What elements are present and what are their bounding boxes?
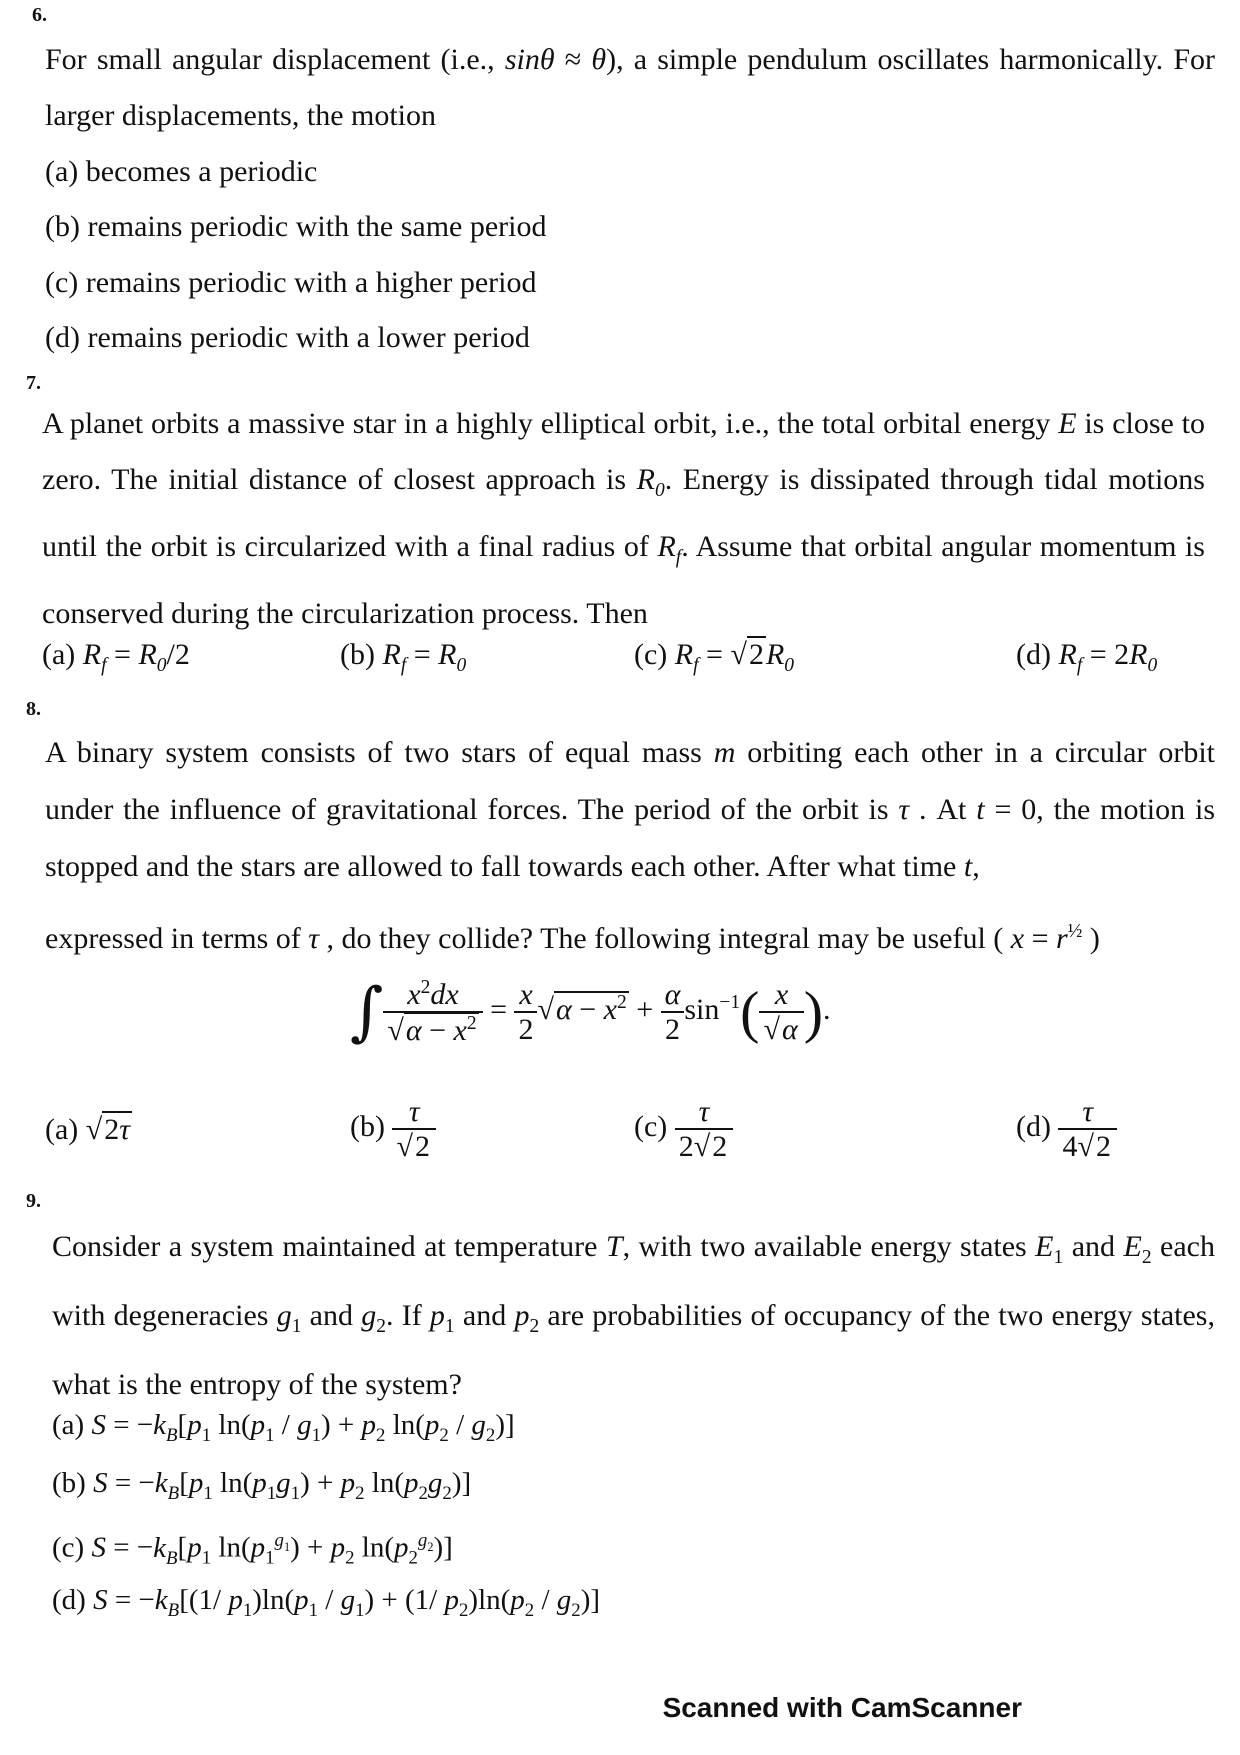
question-8-option-d: (d) $\frac{\tau}{4√2}$ bbox=[1016, 1095, 1117, 1163]
question-8-stem-end: expressed in terms of τ , do they collide? The following integral may be useful ( $x = r^{\frac{1}{2}}$ ) bbox=[45, 921, 1100, 955]
question-9-option-c: (c) $S = -k_B[p_1$ $\ln(p_1^{g_1}) + p_2$ $\ln(p_2^{g_2})$] bbox=[52, 1530, 453, 1569]
question-7-option-b: (b) $R_f = R_0$ bbox=[340, 638, 467, 676]
question-7-stem: A planet orbits a massive star in a highly elliptical orbit, i.e., the total orbital energy E is close to zero. The initial distance of closest approach is $R_0$. Energy is dissipated through tidal motions until the orbit is circularized with a final radius of $R_f$. Assume that orbital angular momentum is conserved during the circularization process. Then bbox=[42, 407, 1205, 630]
question-9-number: 9. bbox=[26, 1190, 41, 1212]
question-9-stem: Consider a system maintained at temperature T, with two available energy states $E_1$ and $E_2$ each with degeneracies $g_1$ and $g_2$. If $p_1$ and $p_2$ are probabilities of occupancy of the two energy states, what is the entropy of the system? bbox=[52, 1230, 1215, 1401]
question-9-option-b: (b) $S = -k_B[p_1$ $\ln(p_1g_1) + p_2$ $\ln(p_2g_2)$] bbox=[52, 1467, 472, 1504]
camscanner-watermark: Scanned with CamScanner bbox=[662, 1692, 1022, 1723]
question-8-option-b: (b) $\frac{\tau}{√2}$ bbox=[350, 1095, 436, 1163]
useful-integral-equation: ∫ $\frac{x^2dx}{√\alpha - x^2}$ = $\frac{x}{2}$ $√\alpha - x^2$ + $\frac{\alpha}{2}$ $\sin^{-1}$( $\frac{x}{√\alpha}$ ). bbox=[350, 975, 831, 1049]
question-8-option-a: (a) √2τ bbox=[45, 1113, 131, 1146]
question-8-stem: A binary system consists of two stars of equal mass m orbiting each other in a circular orbit under the influence of gravitational forces. The period of the orbit is τ . At t = 0, the motion is stopped and the stars are allowed to fall towards each other. After what time t, bbox=[45, 736, 1216, 883]
question-6-stem: For small angular displacement (i.e., sinθ ≈ θ), a simple pendulum oscillates harmonically. For larger displacements, the motion bbox=[45, 43, 1215, 132]
question-9-option-a: (a) $S = -k_B[p_1$ $\ln(p_1 / g_1) + p_2$ $\ln(p_2 / g_2)$] bbox=[52, 1409, 515, 1446]
question-7-number: 7. bbox=[26, 372, 41, 394]
question-8-option-c: (c) $\frac{\tau}{2√2}$ bbox=[634, 1095, 733, 1163]
question-6-number: 6. bbox=[32, 4, 47, 26]
question-8-number: 8. bbox=[26, 698, 41, 720]
question-6-option-c: (c) remains periodic with a higher period bbox=[45, 266, 537, 299]
question-6-option-a: (a) becomes a periodic bbox=[45, 155, 318, 188]
question-7-option-d: (d) $R_f = 2R_0$ bbox=[1016, 638, 1158, 676]
question-9-option-d: (d) $S = -k_B[(1/$ $p_1)\ln(p_1 / g_1) + (1/$ $p_2)\ln(p_2 / g_2)$] bbox=[52, 1584, 601, 1621]
question-7-option-c: (c) $R_f = √2R_0$ bbox=[634, 638, 795, 676]
question-6-option-b: (b) remains periodic with the same period bbox=[45, 210, 547, 243]
question-7-option-a: (a) $R_f = R_0/2$ bbox=[42, 638, 190, 676]
question-6-option-d: (d) remains periodic with a lower period bbox=[45, 321, 530, 354]
